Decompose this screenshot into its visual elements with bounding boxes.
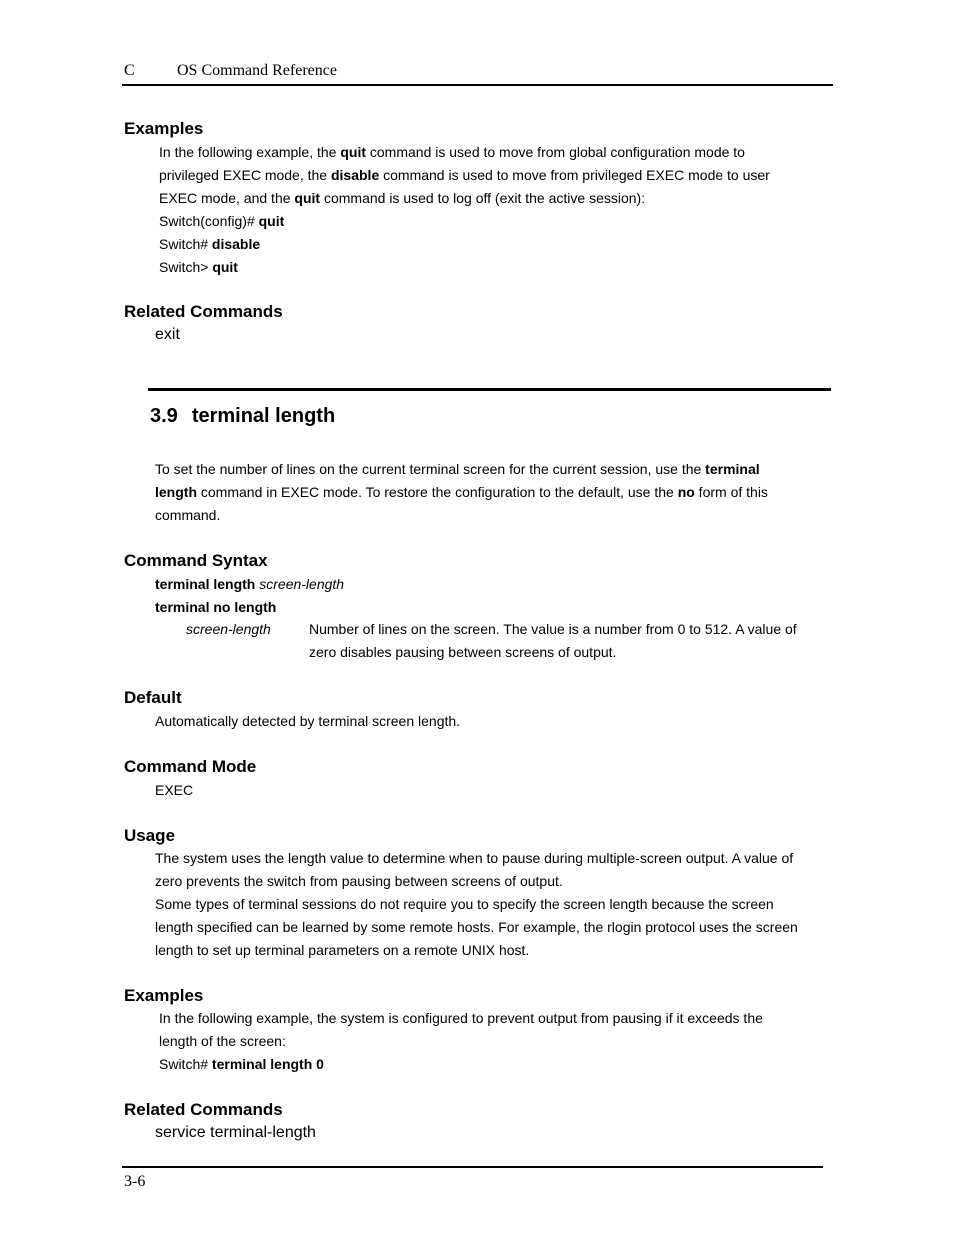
text-run: In the following example, the <box>159 144 341 160</box>
examples-heading: Examples <box>124 119 204 138</box>
section-name: terminal length <box>191 405 336 427</box>
syntax-line-2: terminal no length <box>155 599 277 615</box>
examples-line-2 <box>159 164 770 187</box>
command-syntax-heading: Command Syntax <box>124 551 268 570</box>
section-title <box>150 405 335 428</box>
usage-paragraph <box>155 847 798 962</box>
related-commands-heading-2: Related Commands <box>124 1100 283 1119</box>
text-run: command is used to move from privileged EXEC mode to user <box>379 167 770 183</box>
usage-line: The system uses the length value to determine when to pause during multiple-screen output. A value of <box>155 850 794 866</box>
header-chapter-letter: C <box>124 62 135 79</box>
usage-line: zero prevents the switch from pausing between screens of output. <box>155 873 563 889</box>
command-mode-value: EXEC <box>155 782 194 798</box>
examples-paragraph <box>159 141 770 279</box>
param-description: Number of lines on the screen. The value is a number from 0 to 512. A value of zero disables pausing between screens of output. <box>309 621 797 660</box>
text-run: privileged EXEC mode, the <box>159 167 331 183</box>
related-commands-heading: Related Commands <box>124 302 283 321</box>
usage-line: length to set up terminal parameters on a remote UNIX host. <box>155 942 530 958</box>
default-value: Automatically detected by terminal screen length. <box>155 713 461 729</box>
bold-term: quit <box>340 144 366 160</box>
usage-heading: Usage <box>124 826 176 845</box>
example-command-1: Switch(config)# quit <box>159 213 285 229</box>
related-command-exit: exit <box>155 326 180 343</box>
examples-paragraph-2: In the following example, the system is configured to prevent output from pausing if it exceeds the length of the screen: Switch# terminal length 0 <box>159 1007 763 1076</box>
bold-term: quit <box>294 190 321 206</box>
bold-term: disable <box>330 167 380 183</box>
command-mode-heading: Command Mode <box>124 757 257 776</box>
examples-line-3 <box>159 187 770 210</box>
header-rule <box>122 84 833 86</box>
section-rule <box>148 388 831 391</box>
examples-heading-2: Examples <box>124 986 204 1005</box>
syntax-line-1: terminal length screen-length <box>155 576 345 592</box>
examples-line-1 <box>159 141 770 164</box>
example-command-3: Switch> quit <box>159 259 238 275</box>
param-name: screen-length <box>186 621 271 637</box>
footer-rule <box>122 1166 823 1168</box>
text-run: command is used to log off (exit the active session): <box>320 190 646 206</box>
default-heading: Default <box>124 688 182 707</box>
usage-line: length specified can be learned by some remote hosts. For example, the rlogin protocol uses the screen <box>155 919 798 935</box>
page-number: 3-6 <box>124 1173 146 1190</box>
header-title: OS Command Reference <box>177 62 337 79</box>
usage-line: Some types of terminal sessions do not require you to specify the screen length because the screen <box>155 896 774 912</box>
text-run: EXEC mode, and the <box>159 190 295 206</box>
section-number: 3.9 <box>150 405 178 427</box>
example-command-2: Switch# disable <box>159 236 261 252</box>
text-run: command is used to move from global configuration mode to <box>366 144 745 160</box>
example-command: Switch# terminal length 0 <box>159 1056 324 1072</box>
related-command-service-terminal-length: service terminal-length <box>155 1124 316 1141</box>
intro-paragraph: To set the number of lines on the current terminal screen for the current session, use the terminal length command in EXEC mode. To restore the configuration to the default, use the no form of this command. <box>155 461 768 523</box>
